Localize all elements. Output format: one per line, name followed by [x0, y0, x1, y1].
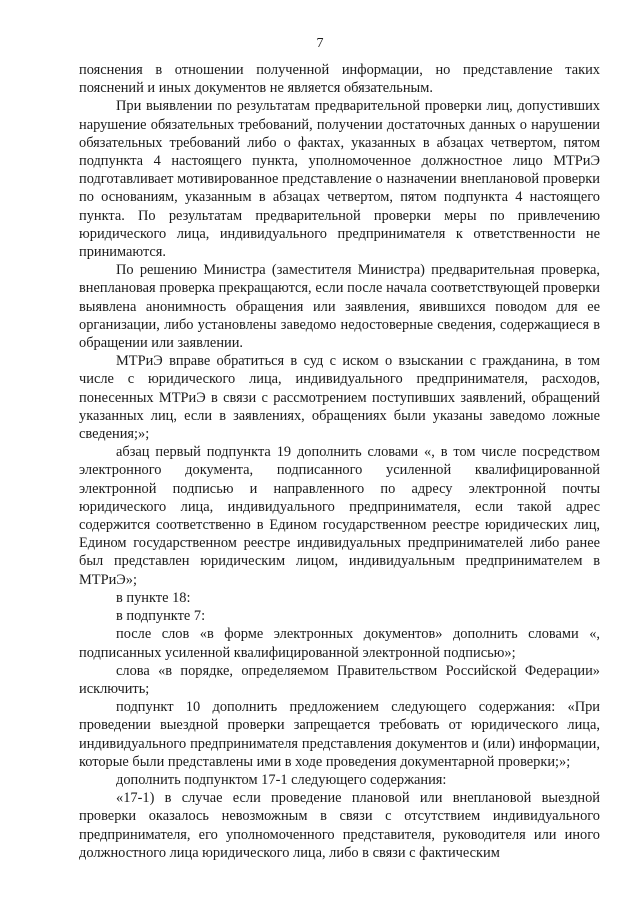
paragraph-subpoint-10: подпункт 10 дополнить предложением следующего содержания: «При проведении выездной проверки запрещается требовать от юридического лица, индивидуального предпринимателя представления документов и (или) информации, которые были представлены ими в ходе проведения документарной проверки;»; — [79, 699, 600, 770]
paragraph-subpoint-17-1-text: «17-1) в случае если проведение плановой или внеплановой выездной проверки оказалось невозможным в связи с отсутствием индивидуального предпринимателя, его уполномоченного представителя, руководителя или иного должностного лица юридического лица, либо в связи с фактическим — [79, 790, 600, 861]
paragraph-minister-decision: По решению Министра (заместителя Министра) предварительная проверка, внеплановая проверка прекращаются, если после начала соответствующей проверки выявлена анонимность обращения или заявления, явившихся поводом для ее организации, либо установлены заведомо недостоверные сведения, содержащиеся в обращении или заявлении. — [79, 262, 600, 352]
paragraph-electronic-documents: после слов «в форме электронных документов» дополнить словами «, подписанных усиленной квалифицированной электронной подписью»; — [79, 626, 600, 661]
paragraph-subpoint-19: абзац первый подпункта 19 дополнить словами «, в том числе посредством электронного документа, подписанного усиленной квалифицированной электронной подписью и направленного по адресу электронной почты юридического лица, индивидуального предпринимателя, если такой адрес содержится соответственно в Едином государственном реестре юридических лиц, Едином государственном реестре индивидуальных предпринимателей либо ранее был представлен юридическим лицом, индивидуальным предпринимателем в МТРиЭ»; — [79, 444, 600, 588]
paragraph-court-claim: МТРиЭ вправе обратиться в суд с иском о взыскании с гражданина, в том числе с юридического лица, индивидуального предпринимателя, расходов, понесенных МТРиЭ в связи с рассмотрением поступивших заявлений, обращений указанных лиц, если в заявлениях, обращениях были указаны заведомо ложные сведения;»; — [79, 353, 600, 443]
document-body — [79, 61, 600, 862]
paragraph-add-subpoint-17-1: дополнить подпунктом 17-1 следующего содержания: — [116, 771, 447, 788]
paragraph-preliminary-check-results: При выявлении по результатам предварительной проверки лиц, допустивших нарушение обязательных требований, получении достаточных данных о нарушении обязательных требований либо о фактах, указанных в абзацах четвертом, пятом подпункта 4 настоящего пункта, уполномоченное должностное лицо МТРиЭ подготавливает мотивированное представление о назначении внеплановой проверки по основаниям, указанным в абзацах четвертом, пятом подпункта 4 настоящего пункта. По результатам предварительной проверки меры по привлечению юридического лица, индивидуального предпринимателя к ответственности не принимаются. — [79, 98, 600, 261]
page-number: 7 — [316, 36, 324, 51]
paragraph-point-18: в пункте 18: — [116, 589, 191, 606]
paragraph-continuation: пояснения в отношении полученной информации, но представление таких пояснений и иных документов не является обязательным. — [79, 62, 600, 97]
paragraph-subpoint-7: в подпункте 7: — [116, 608, 206, 625]
paragraph-government-procedure: слова «в порядке, определяемом Правительством Российской Федерации» исключить; — [79, 662, 600, 697]
